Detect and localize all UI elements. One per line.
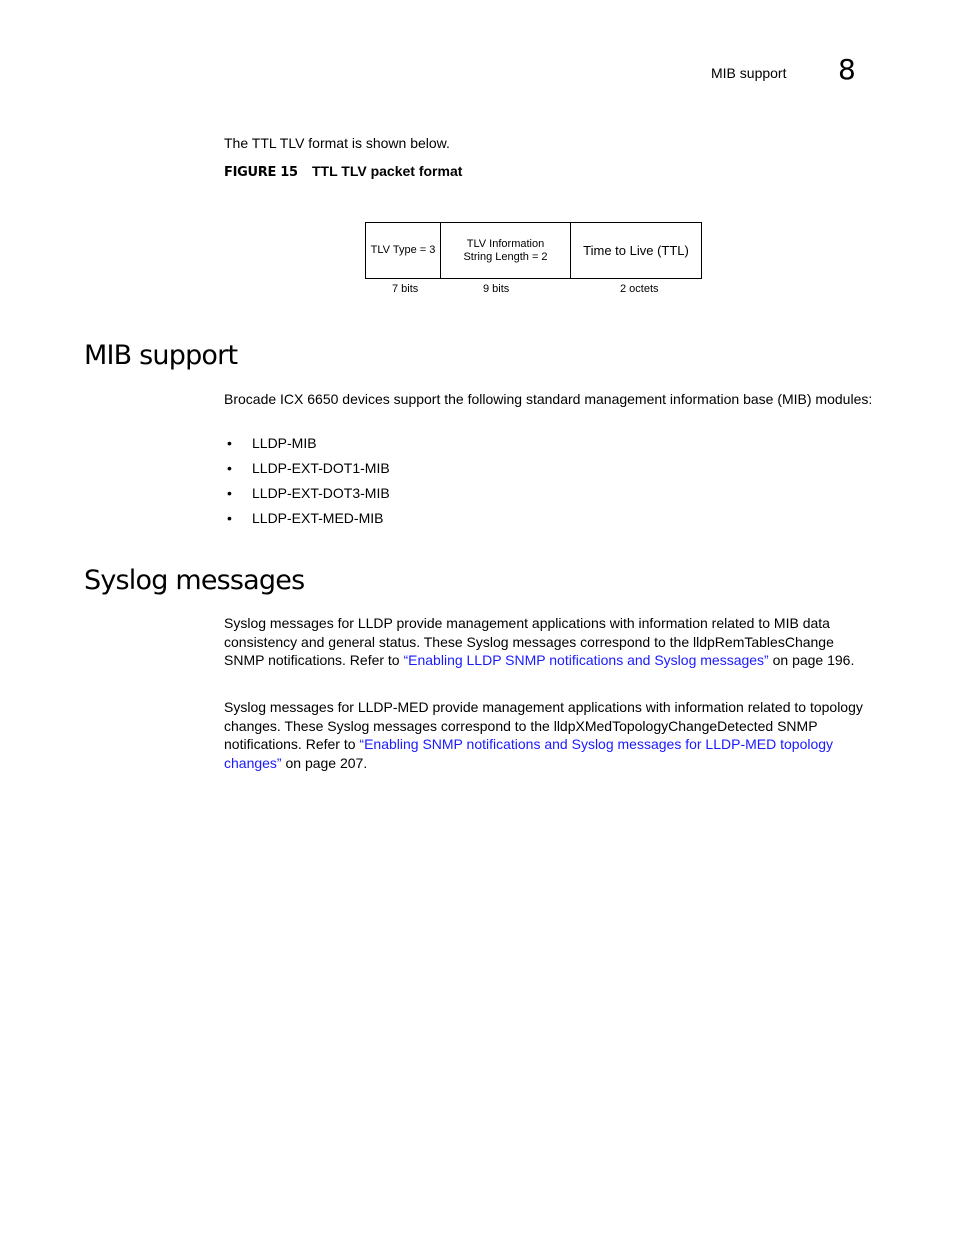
figure-title: TTL TLV packet format [312,163,463,179]
tlv-length-field [441,223,571,278]
tlv-type-size: 7 bits [392,283,419,295]
syslog-p1-text: Syslog messages for LLDP provide management applications with information related to MIB data consistency and general status. These Syslog messages correspond to the lldpRemTablesChange SNMP notifications. Refer to [224,615,834,668]
list-item [224,510,390,535]
bullet-icon: • [227,460,232,476]
bullet-icon: • [227,510,232,526]
syslog-p1-page-ref: on page 196. [768,652,855,668]
bullet-icon: • [227,435,232,451]
list-item [224,460,390,485]
tlv-type-label: TLV Type = 3 [370,244,436,256]
syslog-p2-text: Syslog messages for LLDP-MED provide management applications with information related to topology changes. These Syslog messages correspond to the lldpXMedTopologyChangeDetected SNMP notifications. Refer to [224,699,863,752]
tlv-length-size: 9 bits [483,283,510,295]
list-item [224,485,390,510]
figure-label: FIGURE 15 [224,165,298,180]
mib-item-label: LLDP-EXT-MED-MIB [252,510,384,526]
mib-support-heading: MIB support [84,340,238,371]
syslog-paragraph-1 [224,614,874,670]
lldp-med-notifications-link[interactable]: “Enabling SNMP notifications and Syslog messages for LLDP-MED topology changes” [224,736,834,771]
mib-item-label: LLDP-MIB [252,435,317,451]
syslog-p2-page-ref: on page 207. [281,754,368,771]
ttl-label: Time to Live (TTL) [583,243,689,258]
mib-item-label: LLDP-EXT-DOT3-MIB [252,485,390,501]
running-header-title: MIB support [711,65,787,81]
syslog-paragraph-2 [224,698,874,772]
intro-text: The TTL TLV format is shown below. [224,135,450,151]
tlv-packet-diagram [365,222,702,279]
mib-list [224,435,390,535]
syslog-messages-heading: Syslog messages [84,565,305,596]
tlv-type-field [366,223,441,278]
chapter-number: 8 [838,53,856,86]
mib-paragraph: Brocade ICX 6650 devices support the following standard management information base (MIB) modules: [224,391,873,407]
ttl-field [571,223,701,278]
list-item [224,435,390,460]
figure-caption [224,163,463,180]
ttl-size: 2 octets [620,283,659,295]
tlv-length-label: TLV Information String Length = 2 [463,237,548,263]
lldp-snmp-notifications-link[interactable]: “Enabling LLDP SNMP notifications and Syslog messages” [403,652,769,668]
bullet-icon: • [227,485,232,501]
mib-item-label: LLDP-EXT-DOT1-MIB [252,460,390,476]
